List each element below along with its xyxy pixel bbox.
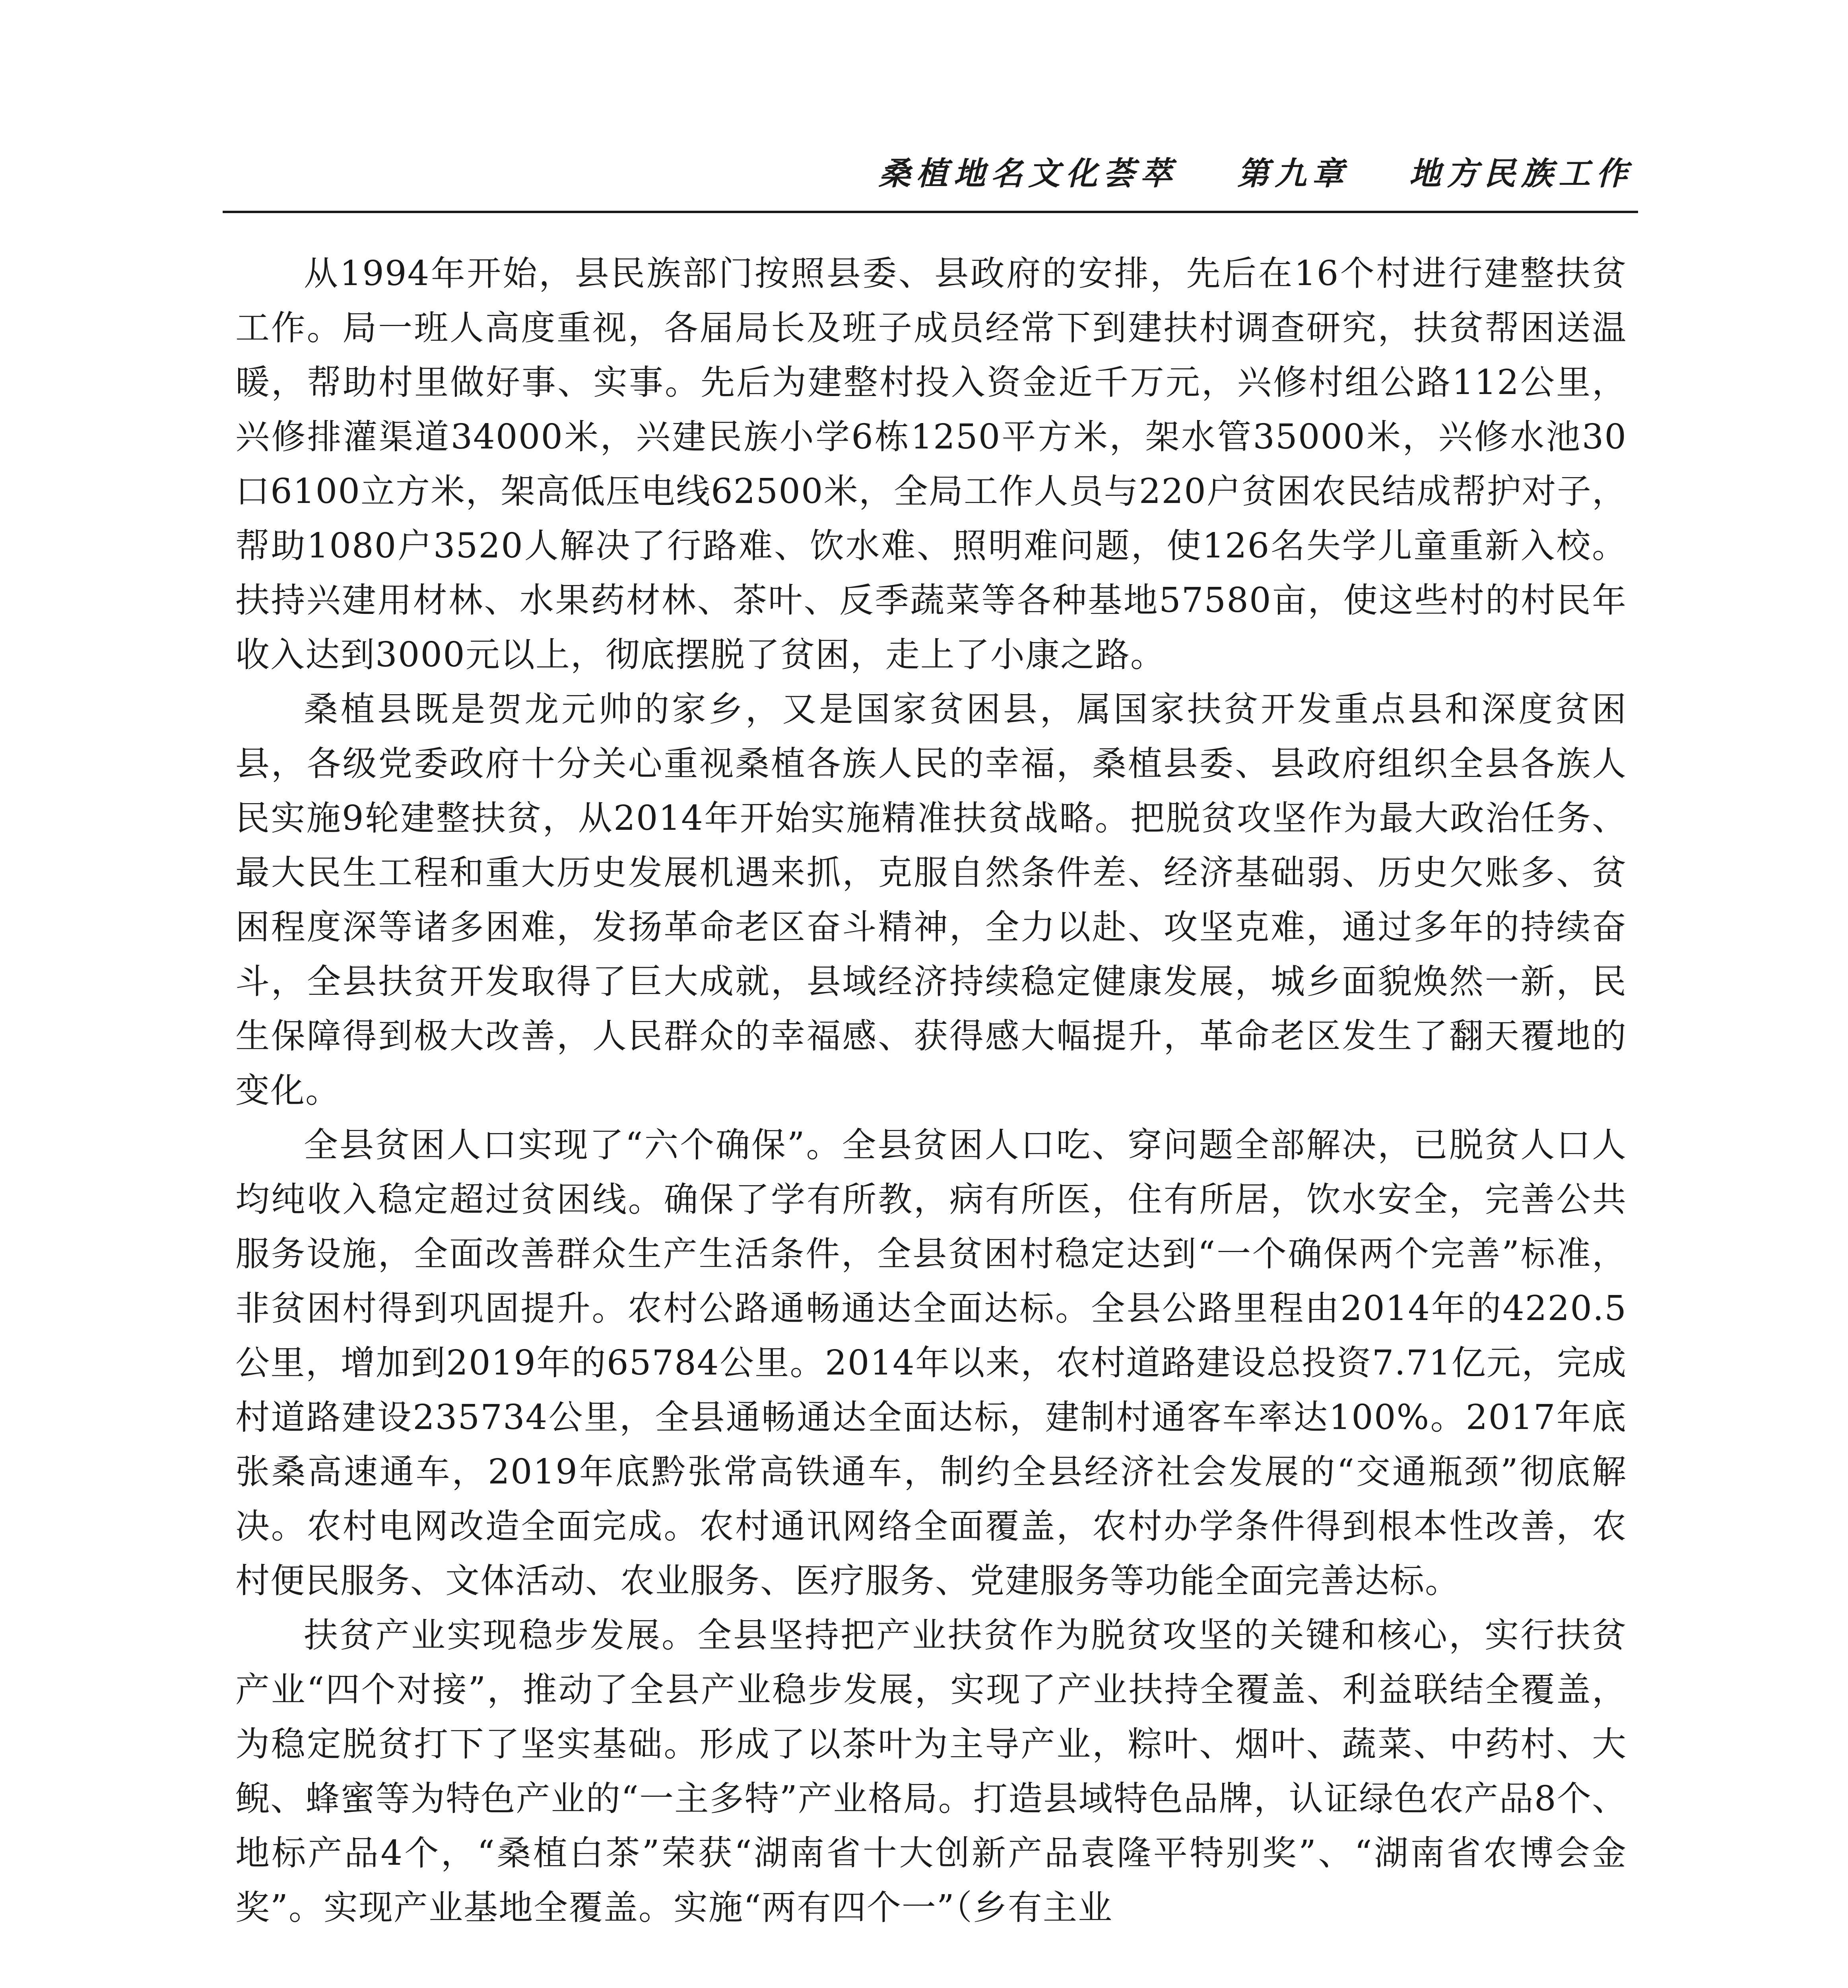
- paragraph: 从1994年开始，县民族部门按照县委、县政府的安排，先后在16个村进行建整扶贫工作。局一班人高度重视，各届局长及班子成员经常下到建扶村调查研究，扶贫帮困送温暖，帮助村里做好事、实事。先后为建整村投入资金近千万元，兴修村组公路112公里，兴修排灌渠道34000米，兴建民族小学6栋1250平方米，架水管35000米，兴修水池30口6100立方米，架高低压电线62500米，全局工作人员与220户贫困农民结成帮护对子，帮助1080户3520人解决了行路难、饮水难、照明难问题，使126名失学儿童重新入校。扶持兴建用材林、水果药材林、茶叶、反季蔬菜等各种基地57580亩，使这些村的村民年收入达到3000元以上，彻底摆脱了贫困，走上了小康之路。: [235, 254, 1627, 675]
- body-text: [235, 247, 1627, 1935]
- paragraph: 桑植县既是贺龙元帅的家乡，又是国家贫困县，属国家扶贫开发重点县和深度贫困县，各级党委政府十分关心重视桑植各族人民的幸福，桑植县委、县政府组织全县各族人民实施9轮建整扶贫，从2014年开始实施精准扶贫战略。把脱贫攻坚作为最大政治任务、最大民生工程和重大历史发展机遇来抓，克服自然条件差、经济基础弱、历史欠账多、贫困程度深等诸多困难，发扬革命老区奋斗精神，全力以赴、攻坚克难，通过多年的持续奋斗，全县扶贫开发取得了巨大成就，县域经济持续稳定健康发展，城乡面貌焕然一新，民生保障得到极大改善，人民群众的幸福感、获得感大幅提升，革命老区发生了翻天覆地的变化。: [235, 689, 1627, 1110]
- header-rule: [223, 211, 1638, 213]
- header-book-title: 桑植地名文化荟萃: [879, 155, 1178, 192]
- paragraph: 扶贫产业实现稳步发展。全县坚持把产业扶贫作为脱贫攻坚的关键和核心，实行扶贫产业“四个对接”，推动了全县产业稳步发展，实现了产业扶持全覆盖、利益联结全覆盖，为稳定脱贫打下了坚实基础。形成了以茶叶为主导产业，粽叶、烟叶、蔬菜、中药村、大鲵、蜂蜜等为特色产业的“一主多特”产业格局。打造县域特色品牌，认证绿色农产品8个、地标产品4个，“桑植白茶”荣获“湖南省十大创新产品袁隆平特别奖”、“湖南省农博会金奖”。实现产业基地全覆盖。实施“两有四个一”（乡有主业: [235, 1615, 1627, 1928]
- header-chapter: 第九章: [1237, 155, 1349, 192]
- paragraph: 全县贫困人口实现了“六个确保”。全县贫困人口吃、穿问题全部解决，已脱贫人口人均纯收入稳定超过贫困线。确保了学有所教，病有所医，住有所居，饮水安全，完善公共服务设施，全面改善群众生产生活条件，全县贫困村稳定达到“一个确保两个完善”标准，非贫困村得到巩固提升。农村公路通畅通达全面达标。全县公路里程由2014年的4220.5公里，增加到2019年的65784公里。2014年以来，农村道路建设总投资7.71亿元，完成村道路建设235734公里，全县通畅通达全面达标，建制村通客车率达100%。2017年底张桑高速通车，2019年底黔张常高铁通车，制约全县经济社会发展的“交通瓶颈”彻底解决。农村电网改造全面完成。农村通讯网络全面覆盖，农村办学条件得到根本性改善，农村便民服务、文体活动、农业服务、医疗服务、党建服务等功能全面完善达标。: [235, 1125, 1627, 1601]
- running-header: [879, 148, 1633, 194]
- header-section: 地方民族工作: [1409, 155, 1633, 192]
